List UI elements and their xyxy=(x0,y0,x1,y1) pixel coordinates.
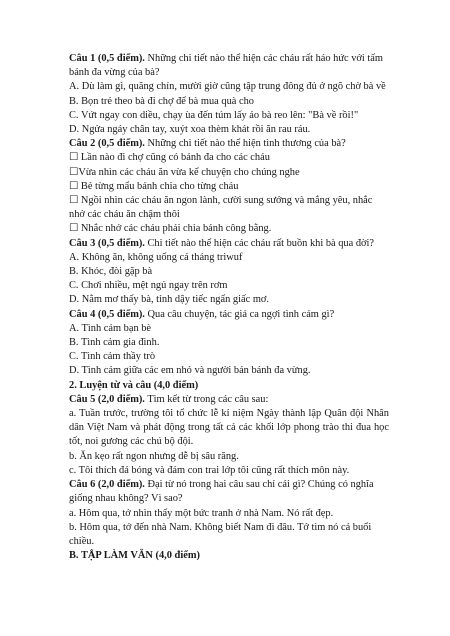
answer-option: D. Ngửa ngáy chân tay, xuýt xoa thèm khát rồi ăn rau ráu. xyxy=(69,124,311,136)
question-label: Câu 6 (2,0 điểm). xyxy=(69,479,145,491)
question-text: Đại từ nó trong hai câu sau chỉ cái gì? Chúng có nghĩa giống nhau không? Vì sao? xyxy=(69,479,374,505)
question-label: Câu 1 (0,5 điểm). xyxy=(69,53,145,64)
section-heading: 2. Luyện từ và câu (4,0 điểm) xyxy=(69,379,199,391)
answer-option: D. Nằm mơ thấy bà, tỉnh dậy tiếc ngẩn giấc mơ. xyxy=(69,294,269,306)
exercise-item: b. Ăn kẹo rất ngon nhưng dễ bị sâu răng. xyxy=(69,450,239,462)
checkbox-option[interactable]: ☐ Lần nào đi chợ cũng có bánh đa cho các cháu xyxy=(69,152,270,164)
exercise-item: c. Tôi thích đá bóng và đám con trai lớp tôi cũng rất thích môn này. xyxy=(69,464,350,476)
checkbox-option[interactable]: ☐ Bẻ từng mẩu bánh chia cho từng cháu xyxy=(69,180,239,192)
question-text: Những chi tiết nào thể hiện tình thương của bà? xyxy=(144,138,346,150)
question-1 xyxy=(69,52,389,80)
exercise-item: a. Tuần trước, trường tôi tổ chức lễ kỉ niệm Ngày thành lập Quân đội Nhân dân Việt Nam và phát động trong tất cả các khối lớp phong trào thi đua học tốt, noi gương các chú bộ đội. xyxy=(69,408,389,448)
exercise-item: a. Hôm qua, tớ nhìn thấy một bức tranh ở nhà Nam. Nó rất đẹp. xyxy=(69,507,334,519)
worksheet xyxy=(69,52,389,563)
answer-option: A. Tình cảm bạn bè xyxy=(69,322,152,334)
checkbox-option[interactable]: ☐Vừa nhìn các cháu ăn vừa kể chuyện cho chúng nghe xyxy=(69,166,300,178)
question-text: Tìm kết từ trong các câu sau: xyxy=(144,393,269,405)
checkbox-option[interactable]: ☐ Ngồi nhìn các cháu ăn ngon lành, cười sung sướng và mắng yêu, nhắc nhở các cháu ăn chậm thôi xyxy=(69,195,373,221)
exercise-item: b. Hôm qua, tớ đến nhà Nam. Không biết Nam đi đâu. Tớ tìm nó cả buổi chiều. xyxy=(69,521,372,547)
answer-option: B. Bọn trẻ theo bà đi chợ để bà mua quà cho xyxy=(69,95,254,107)
question-text: Chi tiết nào thể hiện các cháu rất buồn khi bà qua đời? xyxy=(144,237,375,249)
answer-option: C. Chơi nhiều, mệt ngủ ngay trên rơm xyxy=(69,280,228,292)
answer-option: B. Khóc, đòi gặp bà xyxy=(69,266,153,278)
question-label: Câu 4 (0,5 điểm). xyxy=(69,308,145,320)
answer-option: C. Vứt ngay con diều, chạy ùa đến túm lấy áo bà reo lên: "Bà về rồi!" xyxy=(69,109,359,121)
answer-option: B. Tình cảm gia đình. xyxy=(69,337,160,349)
question-4 xyxy=(69,308,389,322)
question-label: Câu 3 (0,5 điểm). xyxy=(69,237,145,249)
question-text: Những chi tiết nào thể hiện các cháu rất háo hức với tấm bánh đa vừng của bà? xyxy=(69,53,383,79)
question-3 xyxy=(69,237,389,251)
answer-option: C. Tình cảm thầy trò xyxy=(69,351,156,363)
answer-option: A. Dù làm gì, quãng chín, mười giờ cũng tập trung đông đủ ở ngõ chờ bà về xyxy=(69,81,386,93)
question-2 xyxy=(69,137,389,151)
answer-option: D. Tình cảm giữa các em nhỏ và người bán bánh đa vừng. xyxy=(69,365,311,377)
answer-option: A. Không ăn, không uống cả tháng triwuf xyxy=(69,251,243,263)
question-label: Câu 5 (2,0 điểm). xyxy=(69,393,145,405)
section-heading: B. TẬP LÀM VĂN (4,0 điểm) xyxy=(69,550,200,562)
checkbox-option[interactable]: ☐ Nhắc nhở các cháu phải chia bánh công bằng. xyxy=(69,223,272,235)
question-6 xyxy=(69,478,389,506)
question-5 xyxy=(69,393,389,407)
question-label: Câu 2 (0,5 điểm). xyxy=(69,138,145,150)
question-text: Qua câu chuyện, tác giả ca ngợi tình cảm gì? xyxy=(144,308,335,320)
